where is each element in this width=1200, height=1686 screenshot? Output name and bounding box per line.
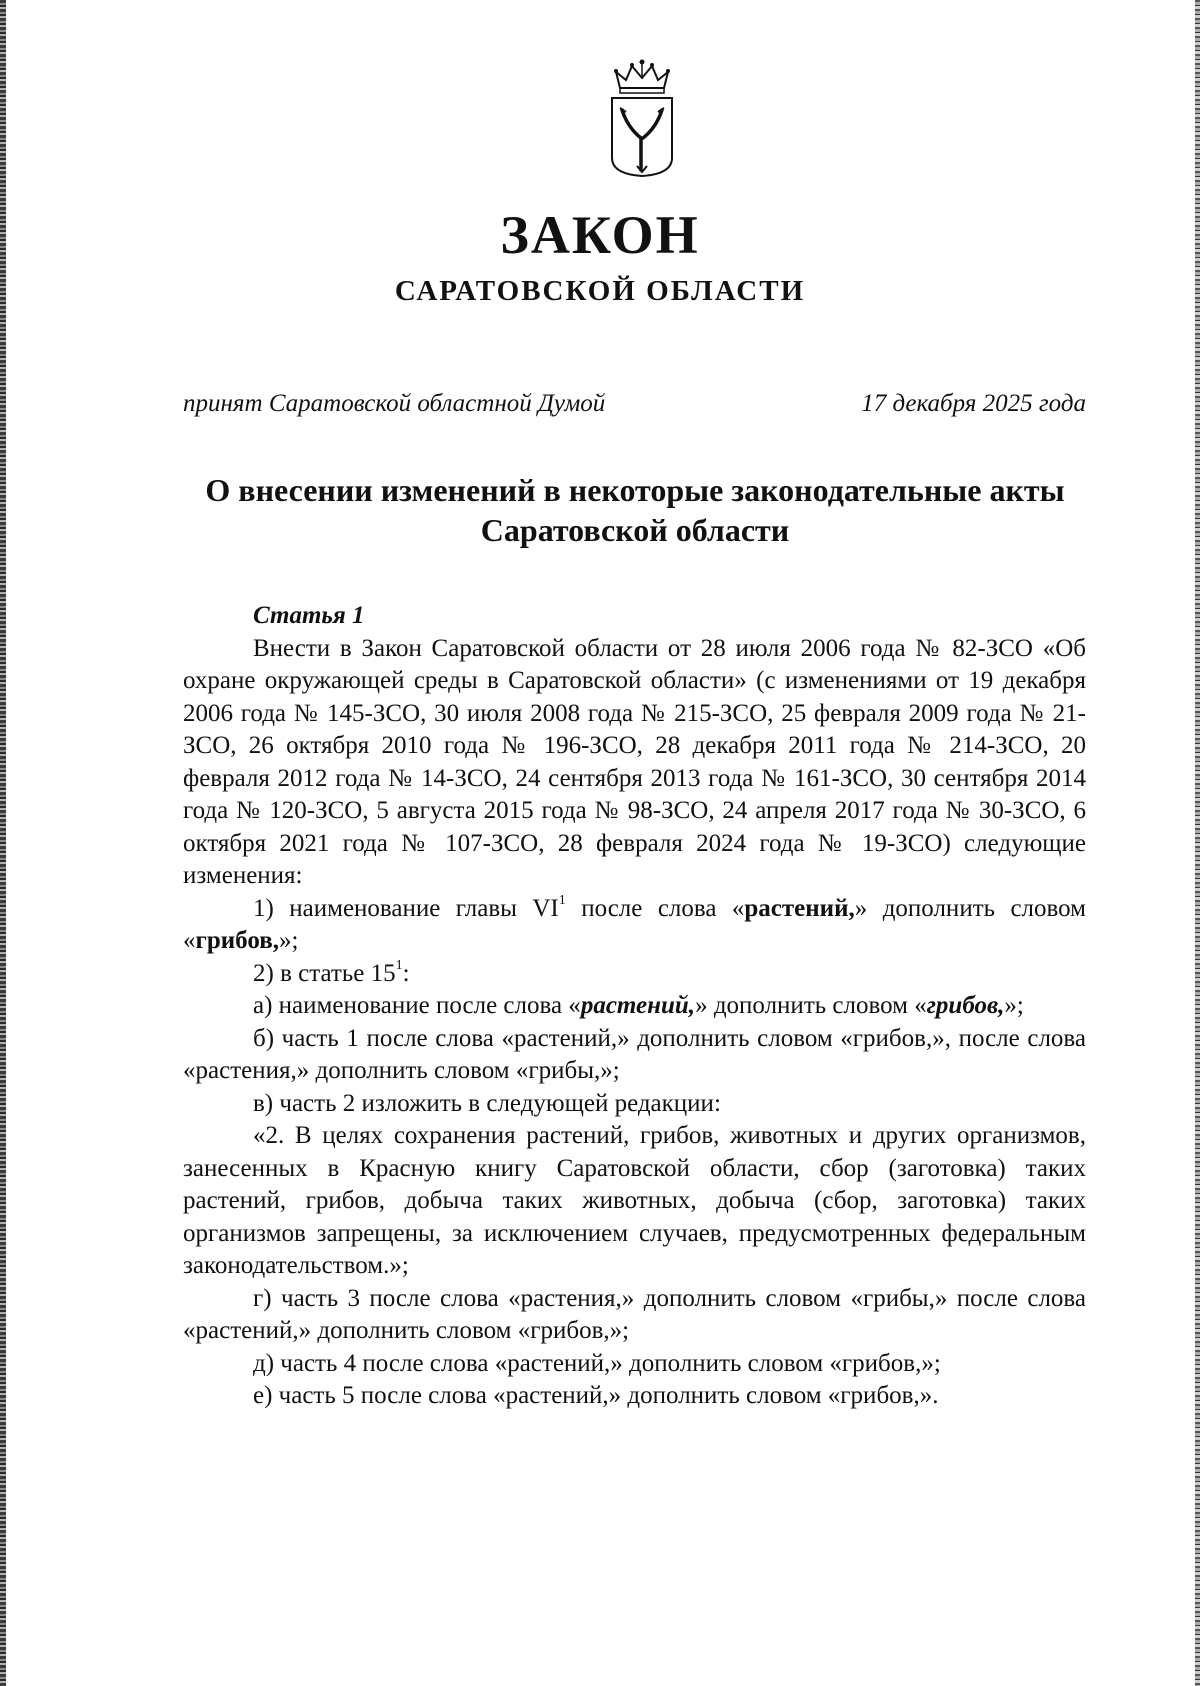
- saratov-coat-of-arms-icon: [608, 58, 676, 178]
- item-2v: в) часть 2 изложить в следующей редакции:: [253, 1089, 721, 1117]
- law-title: ЗАКОН: [500, 205, 700, 265]
- adopted-by: принят Саратовской областной Думой: [183, 390, 606, 417]
- adoption-line: [183, 388, 1086, 420]
- item-1: 1) наименование главы $VI^1$ после слова «растений,» дополнить словом «грибов,»;: [183, 893, 1087, 954]
- law-region: САРАТОВСКОЙ ОБЛАСТИ: [394, 275, 806, 307]
- item-2e: е) часть 5 после слова «растений,» дополнить словом «грибов,».: [253, 1382, 939, 1409]
- item-2g: г) часть 3 после слова «растения,» дополнить словом «грибы,» после слова «растений,» дополнить словом «грибов,»;: [183, 1284, 1086, 1344]
- article-heading: Статья 1: [253, 602, 365, 629]
- item-2b: б) часть 1 после слова «растений,» дополнить словом «грибов,», после слова «растения,» дополнить словом «грибы,»;: [183, 1024, 1086, 1084]
- item-2: 2) в статье $15^1$:: [253, 958, 410, 987]
- document-title: О внесении изменений в некоторые законодательные акты Саратовской области: [205, 472, 1065, 548]
- item-2v-text: «2. В целях сохранения растений, грибов, животных и других организмов, занесенных в Красную книгу Саратовской области, сбор (заготовка) таких растений, грибов, добыча таких животных, добыча (сбор, заготовка) таких организмов запрещены, за исключением случаев, предусмотренных федеральным законодательством.»;: [183, 1122, 1086, 1279]
- item-2d: д) часть 4 после слова «растений,» дополнить словом «грибов,»;: [253, 1349, 941, 1377]
- article-intro: Внести в Закон Саратовской области от 28 июля 2006 года № 82-ЗСО «Об охране окружающей среды в Саратовской области» (с изменениями от 19 декабря 2006 года № 145-ЗСО, 30 июля 2008 года № 215-ЗСО, 25 февраля 2009 года № 21-ЗСО, 26 октября 2010 года № 196-ЗСО, 28 декабря 2011 года № 214-ЗСО, 20 февраля 2012 года № 14-ЗСО, 24 сентября 2013 года № 161-ЗСО, 30 сентября 2014 года № 120-ЗСО, 5 августа 2015 года № 98-ЗСО, 24 апреля 2017 года № 30-ЗСО, 6 октября 2021 года № 107-ЗСО, 28 февраля 2024 года № 19-ЗСО) следующие изменения:: [183, 634, 1086, 889]
- adoption-date: 17 декабря 2025 года: [861, 390, 1086, 417]
- item-2a: а) наименование после слова «растений,» дополнить словом «грибов,»;: [253, 992, 1024, 1019]
- document-body: [183, 600, 1086, 1413]
